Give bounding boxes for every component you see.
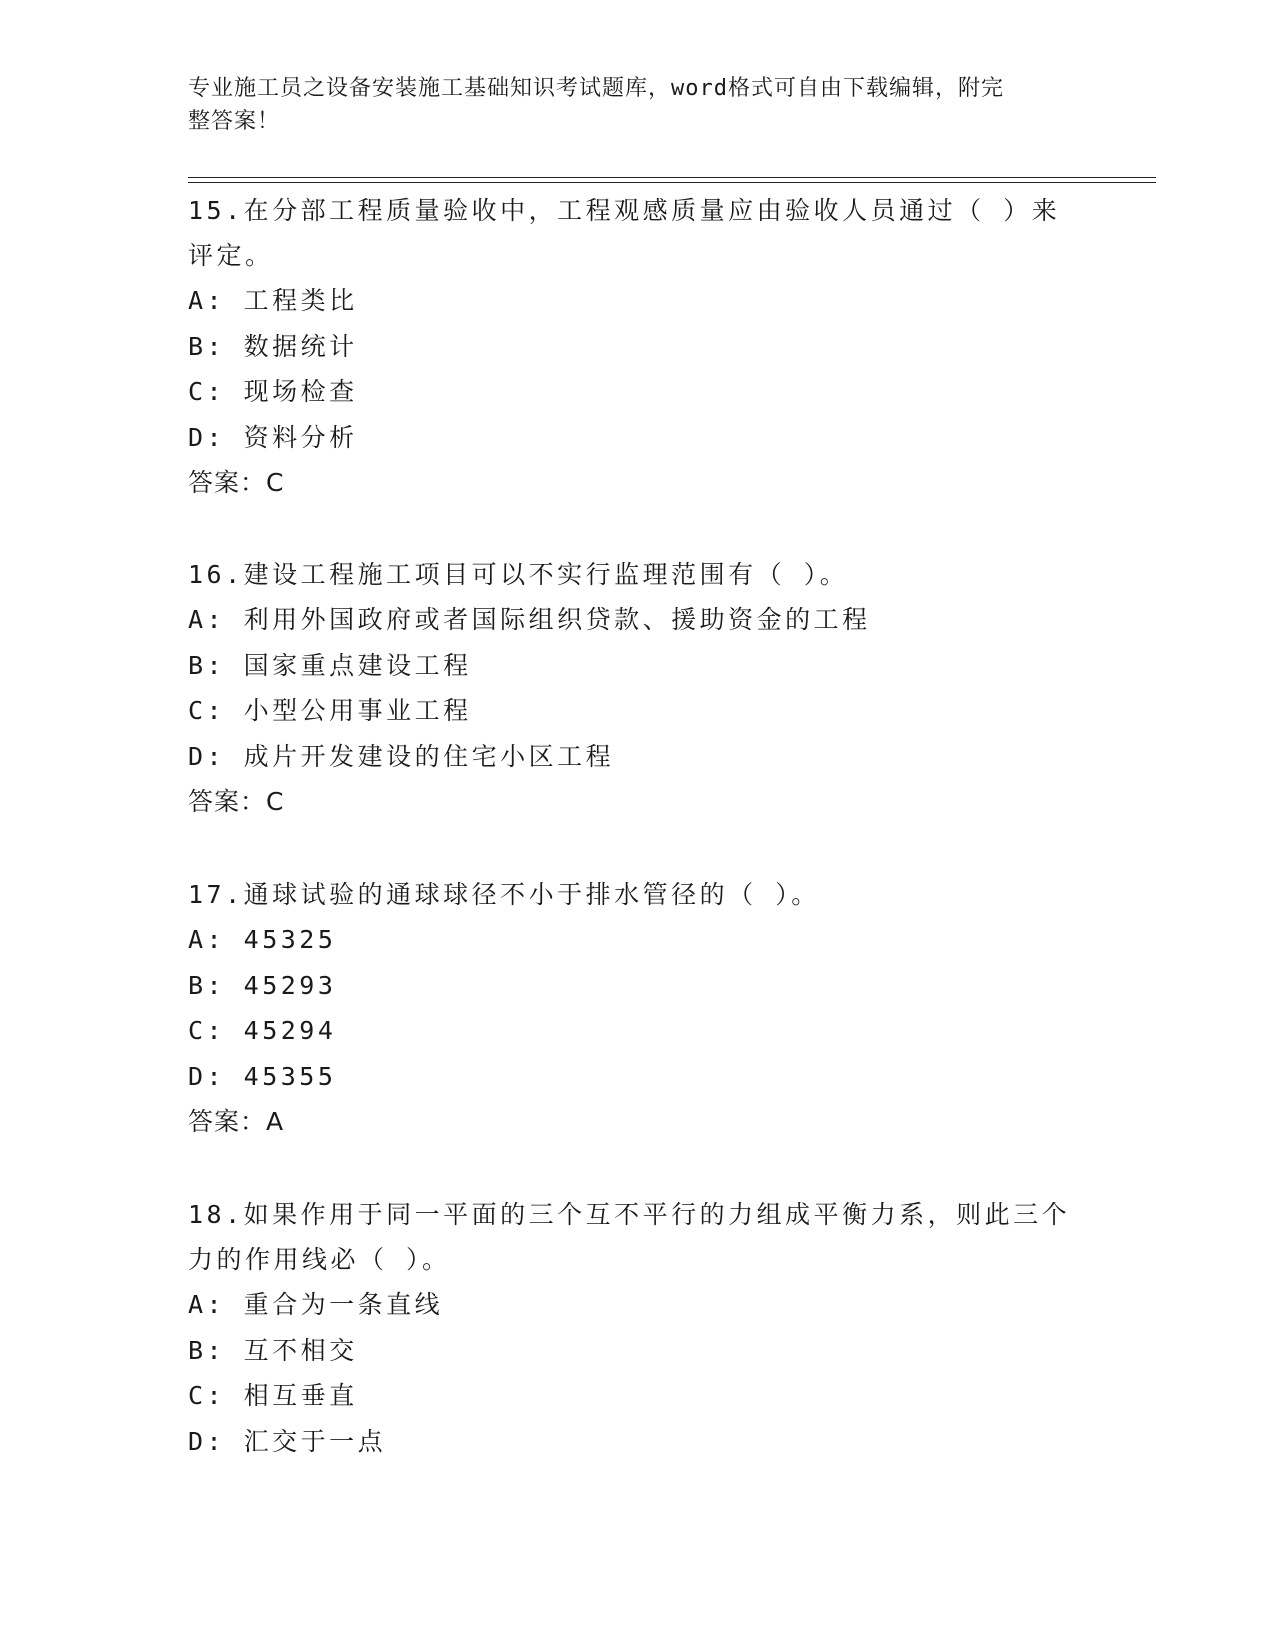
option-a: A: 45325: [188, 925, 337, 954]
option-a: A: 工程类比: [188, 286, 358, 315]
question-stem-continued: 力的作用线必（ ）。: [188, 1245, 451, 1274]
option-d: D: 汇交于一点: [188, 1426, 387, 1456]
option-c: C: 现场检查: [188, 377, 358, 406]
answer-label: 答案：C: [188, 468, 285, 497]
option-c: C: 小型公用事业工程: [188, 696, 472, 725]
question-stem: 15.在分部工程质量验收中，工程观感质量应由验收人员通过（ ）来: [188, 196, 1061, 225]
answer-label: 答案：C: [188, 787, 285, 816]
option-b: B: 数据统计: [188, 331, 358, 361]
question-15: [188, 188, 1088, 505]
option-a: A: 利用外国政府或者国际组织贷款、援助资金的工程: [188, 605, 871, 634]
answer-label: 答案：A: [188, 1107, 285, 1136]
option-d: D: 成片开发建设的住宅小区工程: [188, 741, 615, 771]
option-b: B: 45293: [188, 970, 337, 1000]
option-d: D: 45355: [188, 1061, 337, 1091]
header-line-1: 专业施工员之设备安装施工基础知识考试题库，word格式可自由下载编辑，附完: [188, 76, 1004, 101]
document-header: [188, 72, 1068, 138]
option-b: B: 互不相交: [188, 1335, 358, 1365]
question-stem: 18.如果作用于同一平面的三个互不平行的力组成平衡力系，则此三个: [188, 1200, 1071, 1229]
question-18: [188, 1192, 1088, 1464]
question-stem: 17.通球试验的通球球径不小于排水管径的（ ）。: [188, 880, 820, 909]
question-stem: 16.建设工程施工项目可以不实行监理范围有（ ）。: [188, 560, 849, 589]
option-c: C: 45294: [188, 1016, 337, 1045]
header-divider-top: [188, 177, 1156, 178]
option-b: B: 国家重点建设工程: [188, 650, 472, 680]
option-a: A: 重合为一条直线: [188, 1290, 444, 1319]
option-d: D: 资料分析: [188, 422, 358, 452]
header-line-2: 整答案！: [188, 109, 281, 134]
header-divider-bottom: [188, 182, 1156, 183]
question-stem-continued: 评定。: [188, 241, 274, 270]
question-17: [188, 872, 1088, 1144]
option-c: C: 相互垂直: [188, 1381, 358, 1410]
question-16: [188, 552, 1088, 824]
